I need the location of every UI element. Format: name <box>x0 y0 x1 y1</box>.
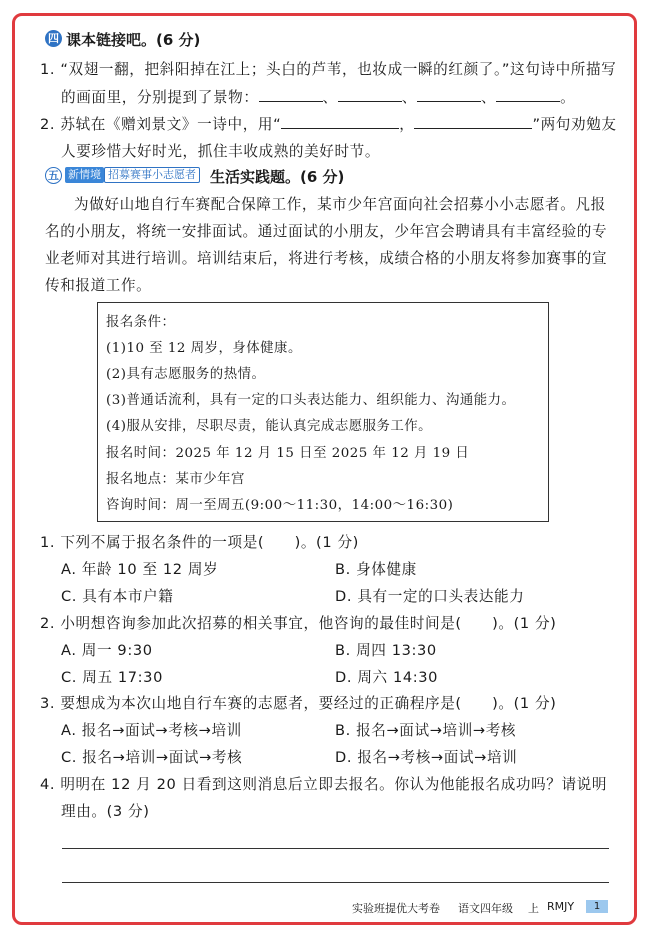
answer-blank[interactable] <box>338 89 402 102</box>
q1-option-d[interactable]: D. 具有一定的口头表达能力 <box>335 588 525 605</box>
answer-blank[interactable] <box>259 89 323 102</box>
passage-line4: 传和报道工作。 <box>45 277 152 294</box>
passage-line3: 业老师对其进行培训。培训结束后，将进行考核，成绩合格的小朋友将参加赛事的宣 <box>45 250 608 267</box>
answer-line[interactable] <box>62 848 609 849</box>
separator: 、 <box>322 89 338 106</box>
q2-option-c[interactable]: C. 周五 17:30 <box>61 669 163 686</box>
section-five-number: 五 <box>45 167 62 184</box>
answer-blank[interactable] <box>414 116 532 129</box>
footer-edition: RMJY <box>547 900 575 913</box>
notice-condition-2: (2)具有志愿服务的热情。 <box>106 367 266 382</box>
topic-tag: 招募赛事小志愿者 <box>104 167 200 183</box>
notice-condition-3: (3)普通话流利，具有一定的口头表达能力、组织能力、沟通能力。 <box>106 393 516 408</box>
q4-1-line1: 1. “双翅一翻，把斜阳掉在江上；头白的芦苇，也妆成一瞬的红颜了。”这句诗中所描写 <box>40 61 617 78</box>
answer-blank[interactable] <box>496 89 560 102</box>
footer-subject: 语文四年级 <box>458 902 513 915</box>
notice-condition-1: (1)10 至 12 周岁，身体健康。 <box>106 341 302 356</box>
q4-2-suffix: ”两句劝勉友 <box>532 116 617 133</box>
q2-option-b[interactable]: B. 周四 13:30 <box>335 642 437 659</box>
q4-2-line1 <box>40 113 617 134</box>
footer-volume: 上 <box>528 902 539 915</box>
new-context-tag: 新情境 <box>65 167 104 183</box>
answer-blank[interactable] <box>417 89 481 102</box>
section-four-number: 四 <box>45 30 62 47</box>
notice-consult-time: 咨询时间：周一至周五(9:00～11:30，14:00～16:30) <box>106 498 454 513</box>
section-four-title: 课本链接吧。(6 分) <box>66 31 201 49</box>
q3-option-a[interactable]: A. 报名→面试→考核→培训 <box>61 722 242 739</box>
q2-option-a[interactable]: A. 周一 9:30 <box>61 642 153 659</box>
q4-2-line2: 人要珍惜大好时光，抓住丰收成熟的美好时节。 <box>61 143 381 160</box>
q3-option-c[interactable]: C. 报名→培训→面试→考核 <box>61 749 243 766</box>
q2-option-d[interactable]: D. 周六 14:30 <box>335 669 438 686</box>
notice-signup-time: 报名时间：2025 年 12 月 15 日至 2025 年 12 月 19 日 <box>106 446 470 461</box>
passage-line2: 名的小朋友，将统一安排面试。通过面试的小朋友，少年宫会聘请具有丰富经验的专 <box>45 223 608 240</box>
separator: 、 <box>480 89 497 106</box>
comma: ， <box>399 116 415 133</box>
q3-option-b[interactable]: B. 报名→面试→培训→考核 <box>335 722 517 739</box>
q3-option-d[interactable]: D. 报名→考核→面试→培训 <box>335 749 518 766</box>
question-4-line1: 4. 明明在 12 月 20 日看到这则消息后立即去报名。你认为他能报名成功吗？请说明 <box>40 776 608 793</box>
section-five-title: 生活实践题。(6 分) <box>210 168 345 186</box>
q1-option-c[interactable]: C. 具有本市户籍 <box>61 588 174 605</box>
q4-1-prompt: 的画面里，分别提到了景物： <box>61 89 259 106</box>
separator: 、 <box>401 89 417 106</box>
period: 。 <box>560 89 576 106</box>
notice-condition-4: (4)服从安排，尽职尽责，能认真完成志愿服务工作。 <box>106 419 433 434</box>
notice-signup-place: 报名地点：某市少年宫 <box>106 472 245 487</box>
q1-option-b[interactable]: B. 身体健康 <box>335 561 417 578</box>
answer-blank[interactable] <box>281 116 399 129</box>
question-4-line2: 理由。(3 分) <box>61 803 150 820</box>
q1-option-a[interactable]: A. 年龄 10 至 12 周岁 <box>61 561 219 578</box>
q4-2-prompt: 2. 苏轼在《赠刘景文》一诗中，用“ <box>40 116 282 133</box>
footer-book-title: 实验班提优大考卷 <box>352 902 440 915</box>
question-3: 3. 要想成为本次山地自行车赛的志愿者，要经过的正确程序是( )。(1 分) <box>40 695 557 712</box>
question-1: 1. 下列不属于报名条件的一项是( )。(1 分) <box>40 534 359 551</box>
notice-box <box>97 302 549 522</box>
q4-1-line2 <box>61 86 575 107</box>
answer-line[interactable] <box>62 882 609 883</box>
passage-line1: 为做好山地自行车赛配合保障工作，某市少年宫面向社会招募小小志愿者。凡报 <box>74 196 606 213</box>
page-number: 1 <box>586 900 608 913</box>
question-2: 2. 小明想咨询参加此次招募的相关事宜，他咨询的最佳时间是( )。(1 分) <box>40 615 557 632</box>
notice-heading: 报名条件： <box>106 315 176 330</box>
